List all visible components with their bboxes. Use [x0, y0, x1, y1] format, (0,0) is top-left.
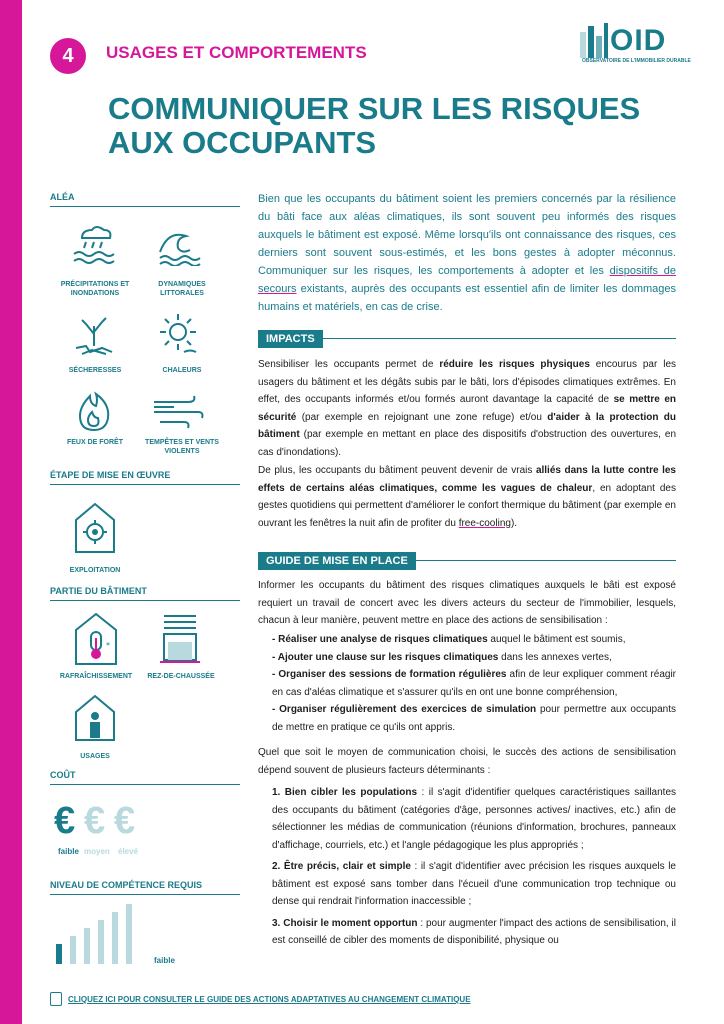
cout-rule: [50, 784, 240, 785]
impacts-tag: IMPACTS: [258, 330, 323, 348]
competence-bar-6: [126, 904, 132, 964]
impacts-paragraph-2: De plus, les occupants du bâtiment peuvent devenir de vrais alliés dans la lutte contre les effets de certains aléas climatiques, comme les vagues de chaleur, en adoptant des gestes quotidiens qui permettent d'améliorer le confort thermique du bâtiment (par exemple en ouvrant les fenêtres la nuit afin de profiter du free-cooling).: [258, 465, 676, 529]
wave-icon: [158, 226, 204, 266]
guide-factor: 1. Bien cibler les populations : il s'agit d'identifier quelques caractéristiques saillantes des occupants du bâtiment (catégories d'âge, personnes actives/ inactives, etc.) afin de sélectionner les médias de communication (réunions d'information, brochures, panneaux d'affichage, courriels, etc.) et l'angle pédagogique les plus appropriés ;: [272, 787, 677, 851]
etape-rule: [50, 484, 240, 485]
cost-label-high: élevé: [118, 847, 139, 856]
free-cooling-link[interactable]: free-cooling: [458, 517, 511, 529]
page-title-line-2: AUX OCCUPANTS: [108, 125, 377, 160]
chapter-number-badge: 4: [50, 38, 86, 74]
guide-bullet: - Organiser régulièrement des exercices de simulation pour permettre aux occupants de mettre en pratique ce qu'ils ont appris.: [272, 704, 676, 733]
impacts-paragraph-1: Sensibiliser les occupants permet de réduire les risques physiques encourus par les usagers du bâtiment et les dégâts subis par le bâti, lors d'épisodes climatiques extrêmes. En effet, des occupants informés et/ou formés auront davantage la capacité de se mettre en sécurité (par exemple en rejoignant une zone refuge) et/ou d'aider à la protection du bâtiment (par exemple en mettant en place des dispositifs d'obstruction des ouvertures, en cas d'inondations).: [258, 359, 677, 458]
page-title: [108, 92, 668, 160]
competence-bar-1: [56, 944, 62, 964]
drought-icon: [72, 316, 116, 356]
guide-factor: 3. Choisir le moment opportun : pour augmenter l'impact des actions de sensibilisation, il est conseillé de cibler des moments de disponibilité, physique ou: [272, 917, 676, 946]
guide-tag: GUIDE DE MISE EN PLACE: [258, 552, 416, 570]
competence-bar-2: [70, 936, 76, 964]
competence-bar-3: [84, 928, 90, 964]
guide-factor-list: [272, 784, 676, 950]
fire-icon: [74, 388, 114, 432]
guide-transition: Quel que soit le moyen de communication choisi, le succès des actions de sensibilisation dépend souvent de plusieurs facteurs déterminants :: [258, 747, 676, 776]
competence-bar-4: [98, 920, 104, 964]
logo-subtitle: OBSERVATOIRE DE L'IMMOBILIER DURABLE: [582, 58, 691, 64]
partie-label-usages: USAGES: [80, 753, 110, 760]
hazard-label-feux: FEUX DE FORÊT: [66, 439, 123, 446]
rain-flood-icon: [72, 222, 116, 266]
cost-euro-low: €: [54, 800, 76, 842]
document-icon: [50, 992, 62, 1006]
guide-intro: Informer les occupants du bâtiment des risques climatiques auxquels le bâti est exposé requiert un travail de concert avec les divers acteurs du secteur de l'immobilier, lesquels, chacun à leur manière, peuvent mettre en place des actions de sensibilisation :: [258, 580, 676, 626]
guide-bullet: - Réaliser une analyse de risques climatiques auquel le bâtiment est soumis,: [272, 634, 626, 645]
alea-rule: [50, 206, 240, 207]
cout-heading: COÛT: [50, 770, 76, 780]
guide-factor: 2. Être précis, clair et simple : il s'agit d'identifier avec précision les risques auxquels le bâtiment est exposé sans tomber dans l'écueil d'une communication trop technique ou dense qui rendrait l'information inaccessible ;: [272, 861, 676, 907]
cost-label-low: faible: [58, 847, 79, 856]
page-title-line-1: COMMUNIQUER SUR LES RISQUES: [108, 91, 641, 126]
cost-euro-high: €: [114, 800, 136, 842]
chapter-title: USAGES ET COMPORTEMENTS: [106, 43, 367, 62]
guide-bullet: - Organiser des sessions de formation régulières afin de leur expliquer comment réagir en cas d'aléas climatique et s'assurer qu'ils en ont une bonne compréhension,: [272, 669, 676, 698]
hazard-label-chaleurs: CHALEURS: [162, 367, 202, 374]
svg-text:*: *: [106, 641, 110, 650]
alea-heading: ALÉA: [50, 192, 75, 202]
competence-bar-5: [112, 912, 118, 964]
ground-floor-icon: [158, 612, 202, 666]
usages-icon: [74, 694, 116, 742]
hazard-label-tempetes: TEMPÊTES ET VENTS VIOLENTS: [145, 439, 219, 455]
cost-euro-mid: €: [84, 800, 106, 842]
competence-rule: [50, 894, 240, 895]
guide-bullet-list: [272, 631, 676, 736]
dispositifs-link[interactable]: dispositifs de secours: [258, 265, 676, 295]
hazard-label-precipitations: PRÉCIPITATIONS ET INONDATIONS: [60, 281, 130, 297]
competence-label: faible: [154, 956, 175, 965]
hazard-label-littorales: DYNAMIQUES LITTORALES: [158, 281, 206, 297]
guide-footer-link[interactable]: CLIQUEZ ICI POUR CONSULTER LE GUIDE DES ACTIONS ADAPTATIVES AU CHANGEMENT CLIMATIQUE: [68, 995, 471, 1004]
logo-text: OID: [610, 24, 667, 57]
partie-heading: PARTIE DU BÂTIMENT: [50, 586, 147, 596]
hazard-label-secheresses: SÉCHERESSES: [68, 367, 122, 374]
partie-label-rafraichissement: RAFRAÎCHISSEMENT: [59, 673, 133, 680]
partie-rule: [50, 600, 240, 601]
sun-heat-icon: [156, 312, 202, 358]
exploitation-icon: [72, 500, 118, 556]
partie-label-rez-de-chaussee: REZ-DE-CHAUSSÉE: [147, 673, 215, 680]
wind-icon: [152, 394, 204, 430]
cost-label-mid: moyen: [84, 847, 110, 856]
etape-label: EXPLOITATION: [69, 567, 121, 574]
intro-paragraph: Bien que les occupants du bâtiment soient les premiers concernés par la résilience du bâti face aux aléas climatiques, ils sont souvent peu informés des risques auxquels le bâtiment est exposé. Même lorsqu'ils ont connaissance des risques, ces derniers sont souvent sous-estimés, et les bons gestes à adopter méconnus. Communiquer sur les risques, les comportements à adopter et les dispositifs de secours existants, auprès des occupants est essentiel afin de limiter les dommages humains et matériels, en cas de crise.: [258, 193, 676, 313]
cooling-icon: [74, 612, 118, 666]
etape-heading: ÉTAPE DE MISE EN ŒUVRE: [50, 470, 171, 480]
left-accent-bar: [0, 0, 22, 1024]
competence-heading: NIVEAU DE COMPÉTENCE REQUIS: [50, 880, 203, 890]
guide-bullet: - Ajouter une clause sur les risques climatiques dans les annexes vertes,: [272, 651, 612, 663]
